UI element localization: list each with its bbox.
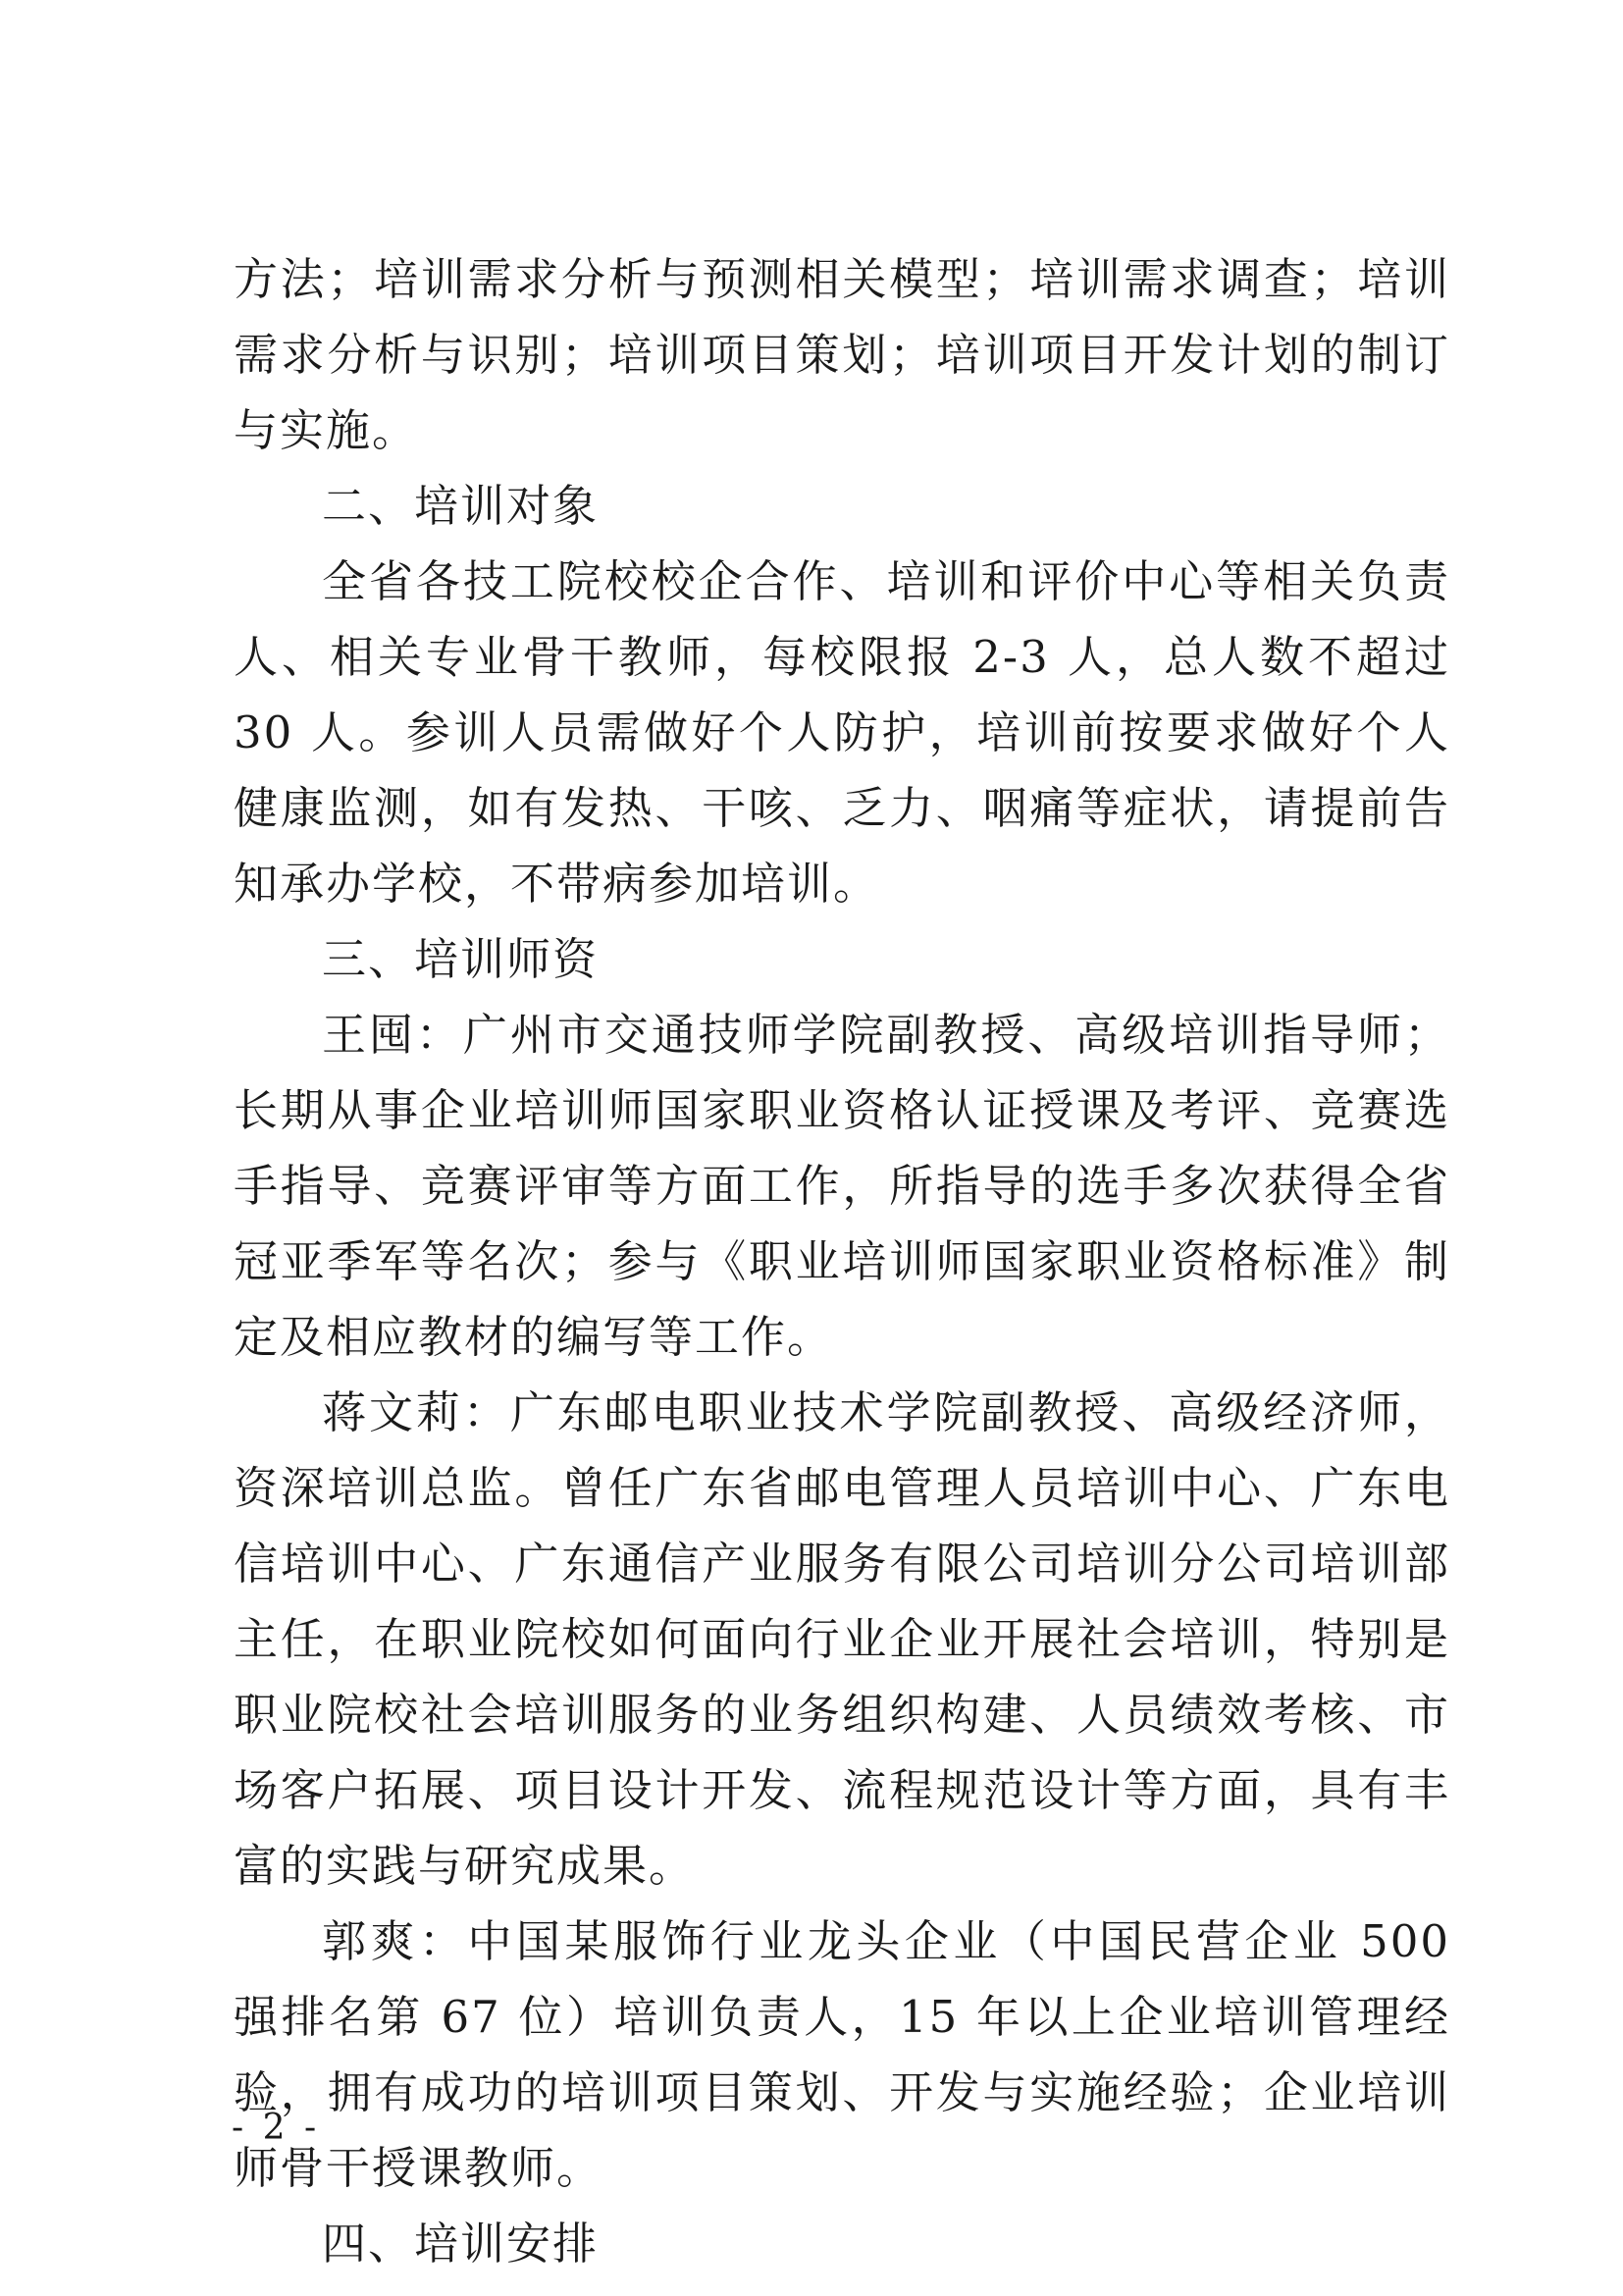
paragraph-instructor-wang: 王囤：广州市交通技师学院副教授、高级培训指导师；长期从事企业培训师国家职业资格认证授课及考评、竞赛选手指导、竞赛评审等方面工作，所指导的选手多次获得全省冠亚季军等名次；参与《职业培训师国家职业资格标准》制定及相应教材的编写等工作。	[234, 1009, 1450, 1363]
paragraph-training-target: 全省各技工院校校企合作、培训和评价中心等相关负责人、相关专业骨干教师，每校限报 2-3 人，总人数不超过 30 人。参训人员需做好个人防护，培训前按要求做好个人健康监测，如有发热、干咳、乏力、咽痛等症状，请提前告知承办学校，不带病参加培训。	[234, 555, 1450, 910]
section-heading-arrangement: 四、培训安排	[322, 2218, 600, 2270]
document-body	[234, 241, 1450, 2281]
section-heading-instructors: 三、培训师资	[322, 933, 600, 985]
paragraph-continuation: 方法；培训需求分析与预测相关模型；培训需求调查；培训需求分析与识别；培训项目策划；培训项目开发计划的制订与实施。	[234, 253, 1450, 456]
paragraph-instructor-guo: 郭爽：中国某服饰行业龙头企业（中国民营企业 500 强排名第 67 位）培训负责人，15 年以上企业培训管理经验，拥有成功的培训项目策划、开发与实施经验；企业培训师骨干授课教师。	[234, 1915, 1450, 2194]
paragraph-instructor-jiang: 蒋文莉：广东邮电职业技术学院副教授、高级经济师，资深培训总监。曾任广东省邮电管理人员培训中心、广东电信培训中心、广东通信产业服务有限公司培训分公司培训部主任，在职业院校如何面向行业企业开展社会培训，特别是职业院校社会培训服务的业务组织构建、人员绩效考核、市场客户拓展、项目设计开发、流程规范设计等方面，具有丰富的实践与研究成果。	[234, 1386, 1450, 1892]
section-heading-training-target: 二、培训对象	[322, 480, 600, 532]
page-number: - 2 -	[232, 2108, 321, 2148]
